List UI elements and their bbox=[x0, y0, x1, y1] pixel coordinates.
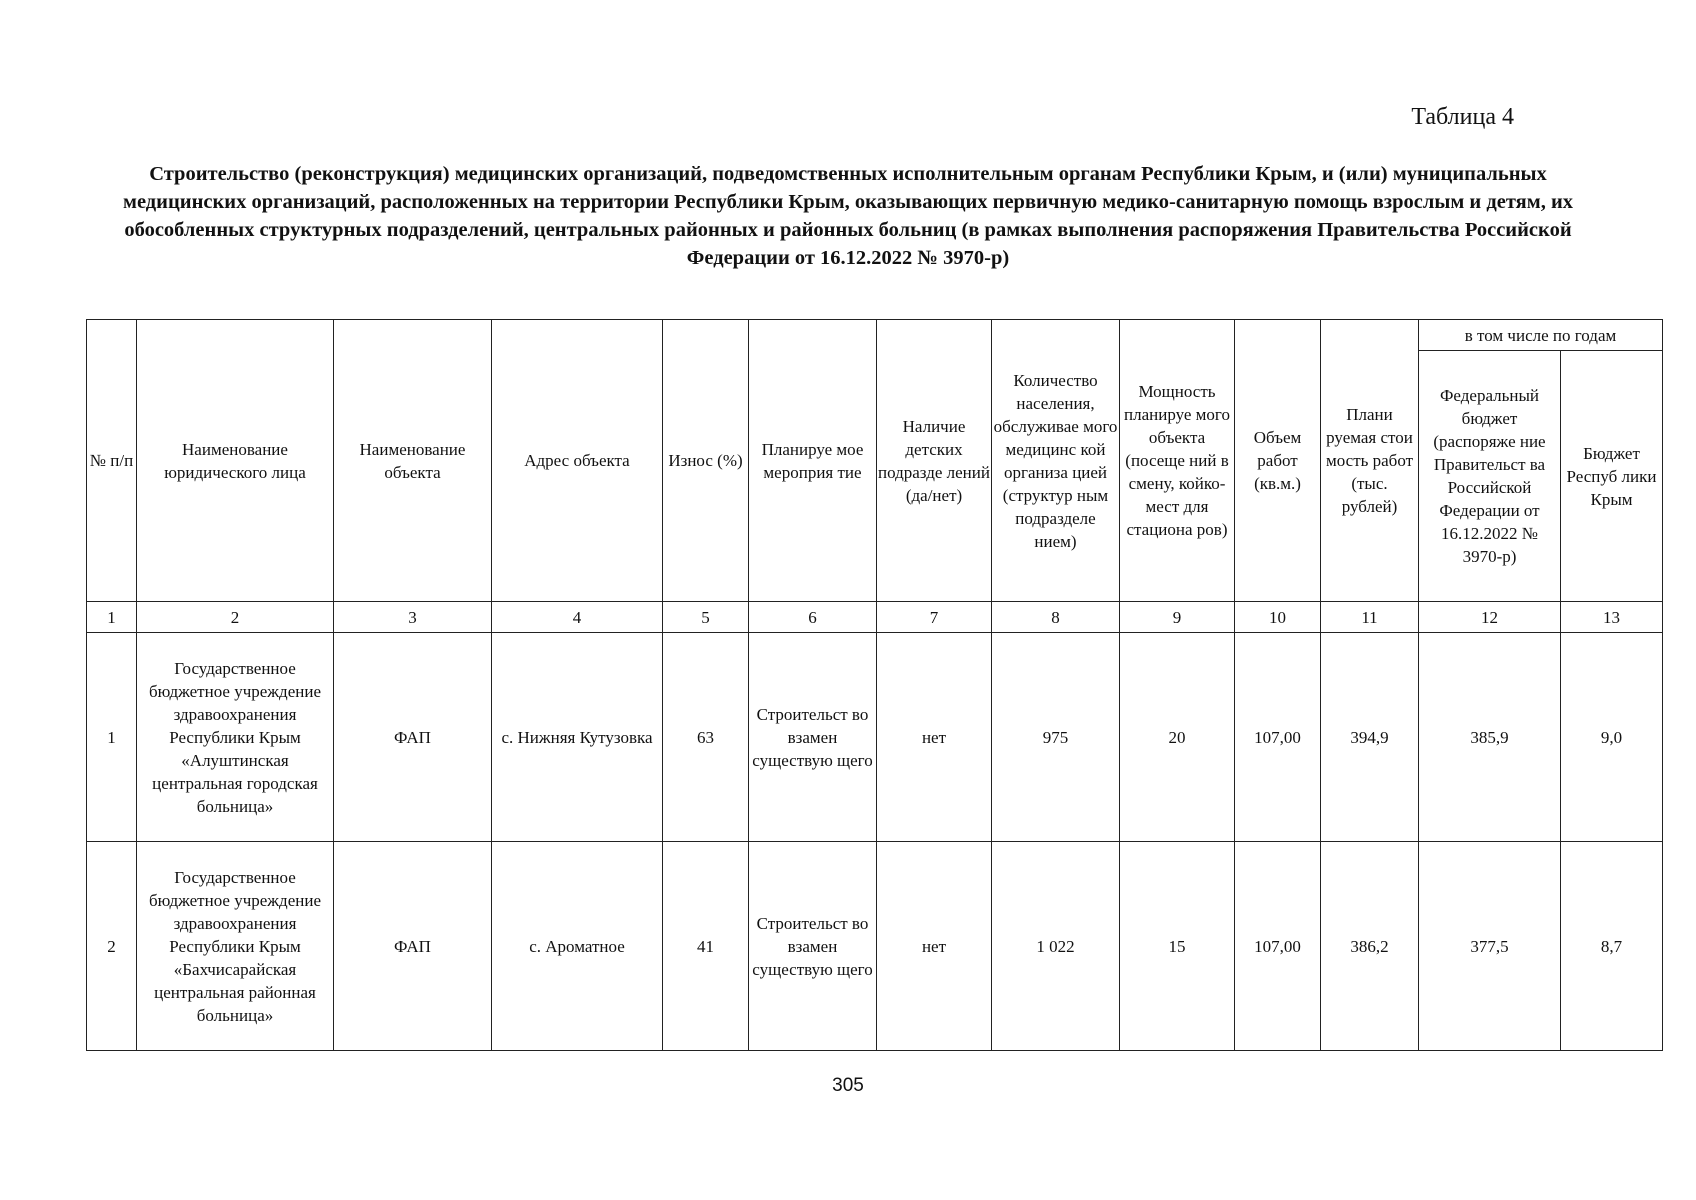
header-planned-cost: Плани руемая стои мость работ (тыс. рублей) bbox=[1321, 320, 1419, 602]
header-planned-event: Планируе мое мероприя тие bbox=[749, 320, 877, 602]
cell-population: 975 bbox=[992, 633, 1120, 842]
cell-planned-event: Строительст во взамен существую щего bbox=[749, 842, 877, 1051]
column-number: 4 bbox=[492, 602, 663, 633]
cell-federal-budget: 385,9 bbox=[1419, 633, 1561, 842]
column-number: 13 bbox=[1561, 602, 1663, 633]
header-object-name: Наименование объекта bbox=[334, 320, 492, 602]
column-numbers-row bbox=[87, 602, 1663, 633]
column-number: 7 bbox=[877, 602, 992, 633]
cell-legal-entity: Государственное бюджетное учреждение здравоохранения Республики Крым «Алуштинская центральная городская больница» bbox=[137, 633, 334, 842]
header-children-units: Наличие детских подразде лений (да/нет) bbox=[877, 320, 992, 602]
header-capacity: Мощность планируе мого объекта (посеще ний в смену, койко-мест для стациона ров) bbox=[1120, 320, 1235, 602]
cell-children-units: нет bbox=[877, 842, 992, 1051]
cell-num: 2 bbox=[87, 842, 137, 1051]
header-population: Количество населения, обслуживае мого медицинс кой организа цией (структур ным подразделе нием) bbox=[992, 320, 1120, 602]
cell-capacity: 20 bbox=[1120, 633, 1235, 842]
construction-table bbox=[86, 319, 1663, 1051]
cell-volume: 107,00 bbox=[1235, 633, 1321, 842]
header-federal-budget: Федеральный бюджет (распоряже ние Правительст ва Российской Федерации от 16.12.2022 № 3970-р) bbox=[1419, 351, 1561, 602]
cell-address: с. Ароматное bbox=[492, 842, 663, 1051]
cell-legal-entity: Государственное бюджетное учреждение здравоохранения Республики Крым «Бахчисарайская центральная районная больница» bbox=[137, 842, 334, 1051]
column-number: 10 bbox=[1235, 602, 1321, 633]
column-number: 8 bbox=[992, 602, 1120, 633]
cell-address: с. Нижняя Кутузовка bbox=[492, 633, 663, 842]
table-row bbox=[87, 842, 1663, 1051]
page-number: 305 bbox=[832, 1075, 864, 1096]
cell-federal-budget: 377,5 bbox=[1419, 842, 1561, 1051]
cell-planned-cost: 394,9 bbox=[1321, 633, 1419, 842]
cell-wear: 41 bbox=[663, 842, 749, 1051]
cell-planned-cost: 386,2 bbox=[1321, 842, 1419, 1051]
cell-children-units: нет bbox=[877, 633, 992, 842]
column-number: 9 bbox=[1120, 602, 1235, 633]
cell-planned-event: Строительст во взамен существую щего bbox=[749, 633, 877, 842]
header-row bbox=[87, 320, 1663, 351]
cell-num: 1 bbox=[87, 633, 137, 842]
cell-crimea-budget: 9,0 bbox=[1561, 633, 1663, 842]
column-number: 1 bbox=[87, 602, 137, 633]
table-label: Таблица 4 bbox=[1411, 104, 1514, 130]
column-number: 5 bbox=[663, 602, 749, 633]
column-number: 3 bbox=[334, 602, 492, 633]
cell-object-name: ФАП bbox=[334, 633, 492, 842]
header-wear: Износ (%) bbox=[663, 320, 749, 602]
header-address: Адрес объекта bbox=[492, 320, 663, 602]
header-volume: Объем работ (кв.м.) bbox=[1235, 320, 1321, 602]
column-number: 2 bbox=[137, 602, 334, 633]
cell-object-name: ФАП bbox=[334, 842, 492, 1051]
column-number: 11 bbox=[1321, 602, 1419, 633]
cell-crimea-budget: 8,7 bbox=[1561, 842, 1663, 1051]
column-number: 12 bbox=[1419, 602, 1561, 633]
cell-volume: 107,00 bbox=[1235, 842, 1321, 1051]
header-num: № п/п bbox=[87, 320, 137, 602]
header-crimea-budget: Бюджет Респуб лики Крым bbox=[1561, 351, 1663, 602]
document-title: Строительство (реконструкция) медицинских организаций, подведомственных исполнительным органам Республики Крым, и (или) муниципальных медицинских организаций, расположенных на территории Республики Крым, оказывающих первичную медико-санитарную помощь взрослым и детям, их обособленных структурных подразделений, центральных районных и районных больниц (в рамках выполнения распоряжения Правительства Российской Федерации от 16.12.2022 № 3970-р) bbox=[122, 163, 1573, 269]
column-number: 6 bbox=[749, 602, 877, 633]
header-by-years: в том числе по годам bbox=[1419, 320, 1663, 351]
cell-population: 1 022 bbox=[992, 842, 1120, 1051]
table-row bbox=[87, 633, 1663, 842]
cell-capacity: 15 bbox=[1120, 842, 1235, 1051]
cell-wear: 63 bbox=[663, 633, 749, 842]
header-legal-entity: Наименование юридического лица bbox=[137, 320, 334, 602]
